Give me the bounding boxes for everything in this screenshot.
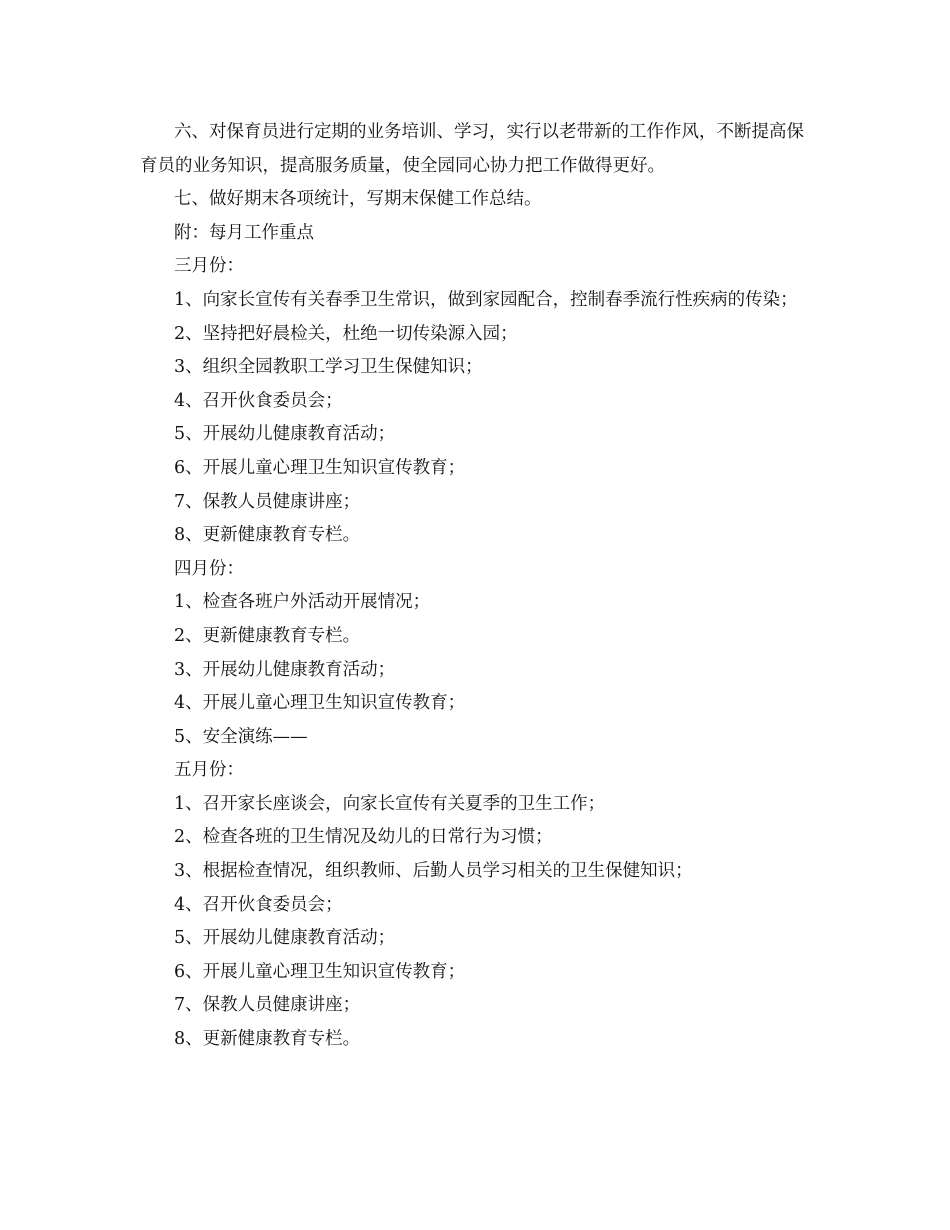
march-item-3: 3、组织全园教职工学习卫生保健知识； [174, 357, 483, 378]
march-item-5: 5、开展幼儿健康教育活动； [174, 424, 396, 445]
may-item-2: 2、检查各班的卫生情况及幼儿的日常行为习惯； [174, 827, 553, 848]
march-item-2: 2、坚持把好晨检关，杜绝一切传染源入园； [174, 323, 518, 344]
april-item-5: 5、安全演练—— [174, 726, 308, 747]
march-item-1: 1、向家长宣传有关春季卫生常识，做到家园配合，控制春季流行性疾病的传染； [174, 289, 798, 310]
paragraph-seven: 七、做好期末各项统计，写期末保健工作总结。 [174, 189, 542, 210]
march-item-4: 4、召开伙食委员会； [174, 390, 343, 411]
april-item-2: 2、更新健康教育专栏。 [174, 625, 361, 646]
april-item-4: 4、开展儿童心理卫生知识宣传教育； [174, 693, 466, 714]
may-item-3: 3、根据检查情况，组织教师、后勤人员学习相关的卫生保健知识； [174, 861, 693, 882]
may-item-8: 8、更新健康教育专栏。 [174, 1029, 361, 1050]
april-item-3: 3、开展幼儿健康教育活动； [174, 659, 396, 680]
may-item-1: 1、召开家长座谈会，向家长宣传有关夏季的卫生工作； [174, 793, 606, 814]
may-item-4: 4、召开伙食委员会； [174, 894, 343, 915]
april-heading: 四月份： [174, 558, 244, 579]
march-heading: 三月份： [174, 256, 244, 277]
march-item-6: 6、开展儿童心理卫生知识宣传教育； [174, 457, 466, 478]
paragraph-six: 六、对保育员进行定期的业务培训、学习，实行以老带新的工作作风，不断提高保育员的业务知识，提高服务质量，使全园同心协力把工作做得更好。 [140, 122, 804, 176]
document-body [140, 116, 812, 1057]
appendix-heading: 附：每月工作重点 [174, 222, 314, 243]
march-item-7: 7、保教人员健康讲座； [174, 491, 361, 512]
may-heading: 五月份： [174, 760, 244, 781]
march-item-8: 8、更新健康教育专栏。 [174, 525, 361, 546]
may-item-7: 7、保教人员健康讲座； [174, 995, 361, 1016]
may-item-6: 6、开展儿童心理卫生知识宣传教育； [174, 961, 466, 982]
may-item-5: 5、开展幼儿健康教育活动； [174, 928, 396, 949]
april-item-1: 1、检查各班户外活动开展情况； [174, 592, 431, 613]
